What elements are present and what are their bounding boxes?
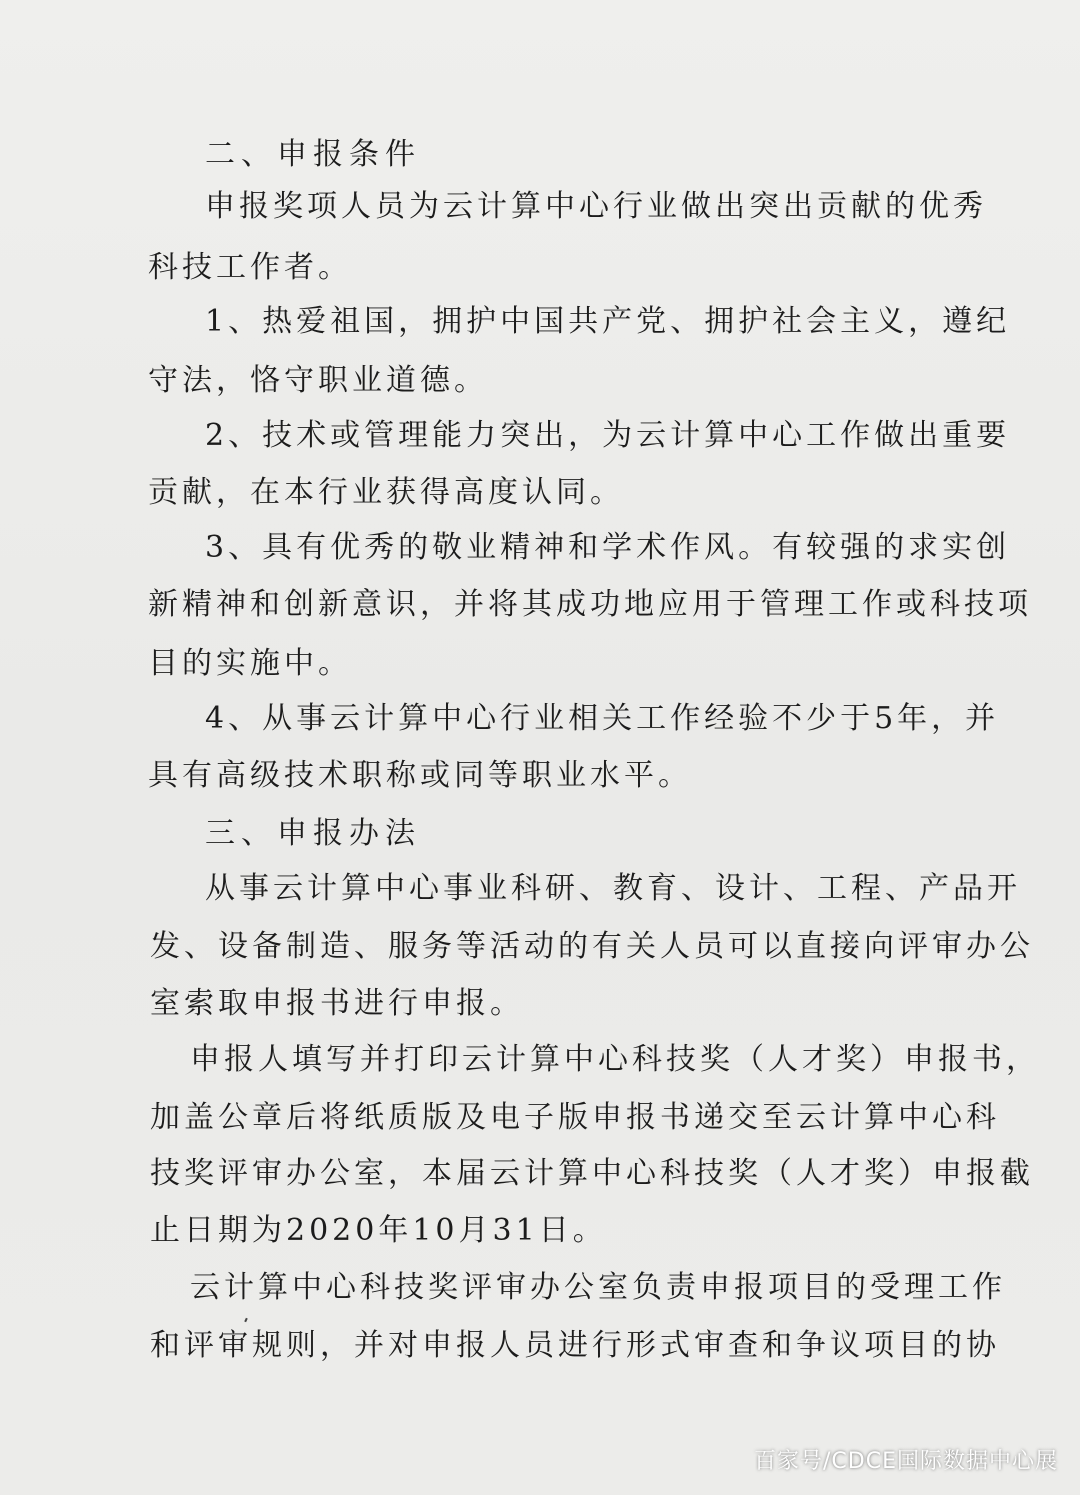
paragraph-line: 室索取申报书进行申报。 (150, 986, 524, 1021)
paragraph-line: 从事云计算中心事业科研、教育、设计、工程、产品开 (205, 871, 1021, 906)
section-heading-conditions: 二、申报条件 (205, 137, 421, 172)
paragraph-line: 云计算中心科技奖评审办公室负责申报项目的受理工作 (190, 1270, 1006, 1305)
paragraph-line: 新精神和创新意识，并将其成功地应用于管理工作或科技项 (148, 587, 1032, 622)
paragraph-line: 和评审规则，并对申报人员进行形式审查和争议项目的协 (150, 1328, 1000, 1363)
paragraph-line: 4、从事云计算中心行业相关工作经验不少于5年，并 (205, 701, 1000, 736)
paragraph-line: 申报人填写并打印云计算中心科技奖（人才奖）申报书， (190, 1042, 1040, 1077)
paragraph-line: 3、具有优秀的敬业精神和学术作风。有较强的求实创 (205, 530, 1011, 565)
paragraph-line: 1、热爱祖国，拥护中国共产党、拥护社会主义，遵纪 (205, 304, 1011, 339)
paragraph-line: 加盖公章后将纸质版及电子版申报书递交至云计算中心科 (150, 1100, 1000, 1135)
paragraph-line: 2、技术或管理能力突出，为云计算中心工作做出重要 (205, 418, 1011, 453)
paragraph-line: 技奖评审办公室，本届云计算中心科技奖（人才奖）申报截 (150, 1156, 1034, 1191)
paragraph-line: 守法，恪守职业道德。 (148, 363, 488, 398)
section-heading-method: 三、申报办法 (205, 816, 421, 851)
paragraph-line: 贡献，在本行业获得高度认同。 (148, 475, 624, 510)
source-watermark: 百家号/CDCE国际数据中心展 (754, 1449, 1058, 1474)
scan-speck (244, 1318, 248, 1322)
paragraph-line: 发、设备制造、服务等活动的有关人员可以直接向评审办公 (150, 929, 1034, 964)
paragraph-line: 申报奖项人员为云计算中心行业做出突出贡献的优秀 (205, 189, 987, 224)
paragraph-line: 止日期为2020年10月31日。 (150, 1213, 607, 1248)
paragraph-line: 目的实施中。 (148, 646, 352, 681)
paragraph-line: 科技工作者。 (148, 250, 352, 285)
paragraph-line: 具有高级技术职称或同等职业水平。 (148, 758, 692, 793)
